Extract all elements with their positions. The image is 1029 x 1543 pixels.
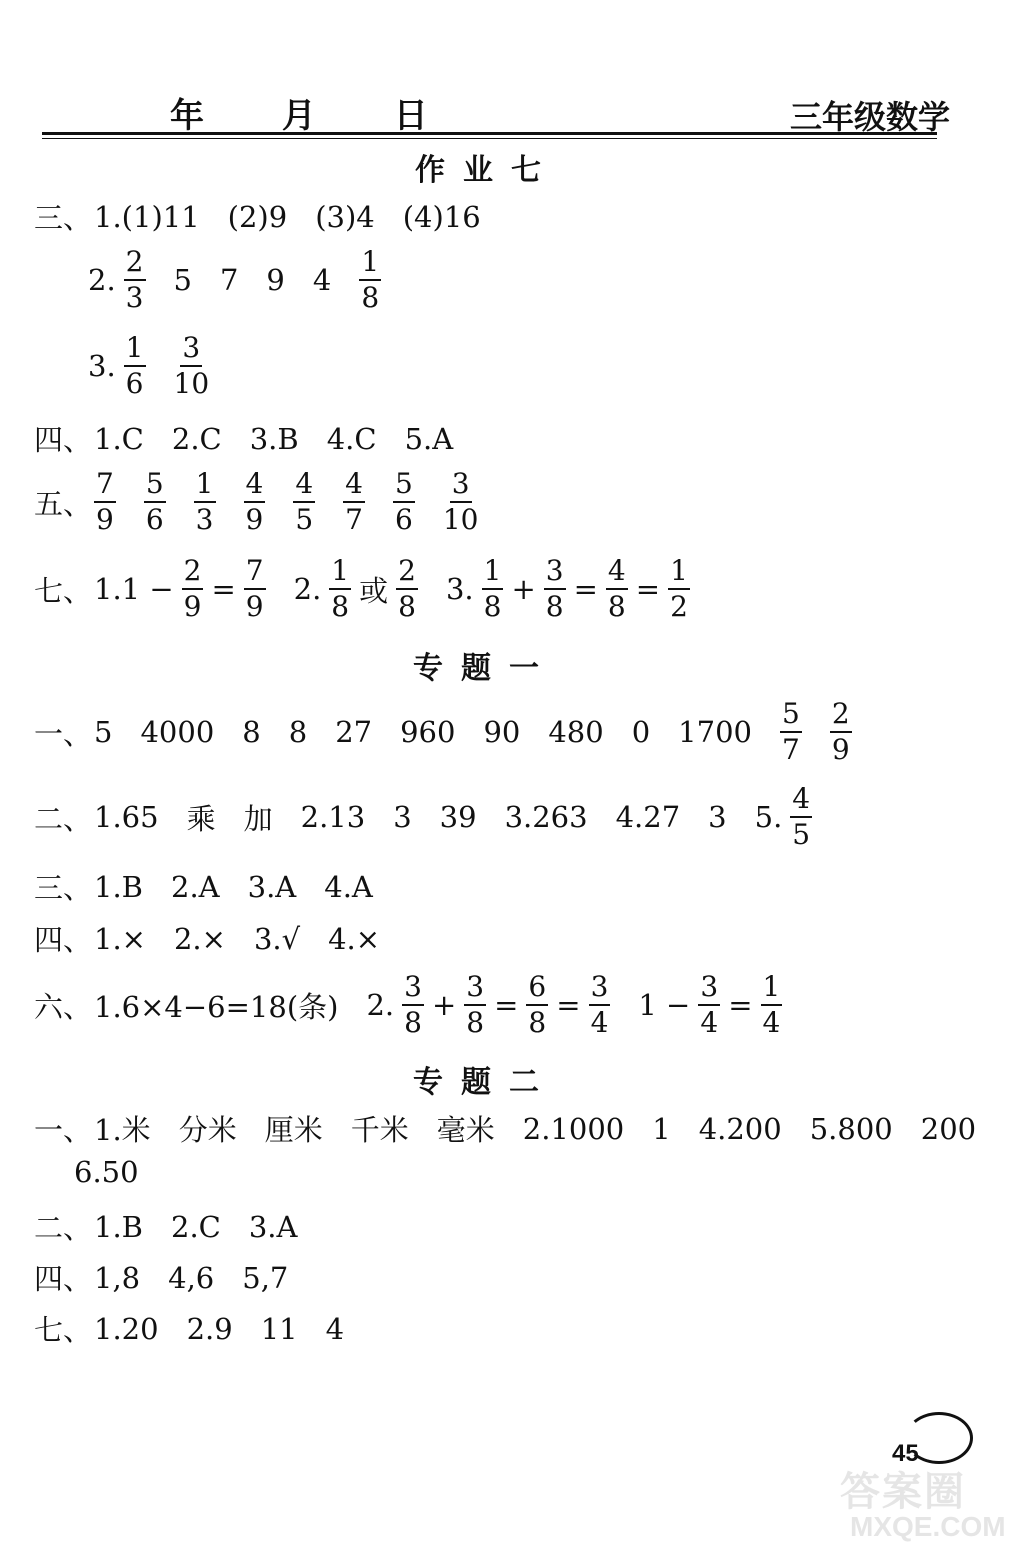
question-label: 二、 bbox=[34, 801, 93, 836]
question-label: 六、 bbox=[34, 989, 93, 1024]
fraction: $\frac{1}{8}$ bbox=[331, 554, 350, 623]
answer-item: 厘米 bbox=[264, 1113, 323, 1147]
answer-line bbox=[34, 1206, 325, 1247]
header-rule-thin bbox=[42, 138, 937, 139]
watermark-url: MXQE.COM bbox=[850, 1511, 1006, 1542]
answer-item: 4 bbox=[312, 263, 332, 297]
question-label: 五、 bbox=[34, 486, 93, 521]
site-watermark bbox=[840, 1460, 1020, 1542]
fraction: $\frac{5}{7}$ bbox=[781, 697, 800, 766]
answer-item: 2.× bbox=[173, 921, 226, 956]
plus-sign: + bbox=[431, 988, 457, 1022]
question-label: 一、 bbox=[34, 716, 93, 751]
answer-item: 8 bbox=[242, 715, 261, 749]
answer-line bbox=[88, 245, 409, 314]
fraction: $\frac{4}{5}$ bbox=[295, 467, 314, 536]
answer-item: 2.C bbox=[171, 1209, 221, 1244]
answer-line bbox=[34, 196, 509, 237]
answer-item: 1.B bbox=[94, 869, 143, 904]
answer-item: 960 bbox=[400, 715, 456, 749]
answer-item: 1.× bbox=[94, 921, 146, 956]
fraction: $\frac{4}{9}$ bbox=[245, 467, 264, 536]
question-label: 三、 bbox=[34, 201, 93, 235]
answer-item: (2)9 bbox=[227, 199, 288, 234]
answer-line bbox=[34, 554, 718, 623]
fraction: $\frac{3}{10}$ bbox=[442, 467, 479, 536]
date-month: 月 bbox=[281, 96, 318, 136]
fraction: $\frac{3}{8}$ bbox=[466, 970, 485, 1039]
answer-line bbox=[34, 697, 880, 766]
answer-item: 1.B bbox=[94, 1209, 143, 1244]
page-number: 45 bbox=[892, 1440, 919, 1467]
answer-line bbox=[34, 1257, 316, 1298]
answer-item: 3.263 bbox=[504, 800, 588, 834]
fraction: $\frac{6}{8}$ bbox=[528, 970, 547, 1039]
fraction: $\frac{1}{4}$ bbox=[762, 970, 781, 1039]
answer-item: 3.A bbox=[247, 869, 297, 904]
answer-item: 8 bbox=[288, 715, 308, 749]
answer-line bbox=[88, 331, 237, 400]
plus-sign: + bbox=[511, 572, 536, 606]
fraction: $\frac{5}{6}$ bbox=[145, 467, 164, 536]
answer-item: 200 bbox=[920, 1111, 977, 1146]
answer-line bbox=[34, 467, 506, 536]
equals-sign: = bbox=[556, 988, 581, 1022]
answer-line bbox=[34, 1108, 1004, 1149]
answer-prefix: 5. bbox=[754, 800, 783, 834]
fraction: $\frac{2}{9}$ bbox=[183, 554, 202, 623]
answer-prefix: 2. bbox=[88, 263, 116, 297]
answer-item: 2.1000 bbox=[522, 1111, 625, 1146]
answer-item: 加 bbox=[243, 801, 273, 836]
answer-line bbox=[34, 970, 810, 1039]
answer-item: 2.9 bbox=[186, 1311, 233, 1346]
answer-item: 4.C bbox=[326, 421, 377, 456]
answer-line bbox=[34, 866, 401, 907]
answer-prefix: 2. bbox=[293, 572, 322, 606]
fraction: $\frac{1}{8}$ bbox=[361, 245, 380, 314]
answer-item: 90 bbox=[483, 715, 521, 749]
header-rule bbox=[42, 132, 937, 135]
answer-item: 480 bbox=[548, 715, 604, 749]
answer-item: 1.20 bbox=[94, 1311, 159, 1346]
section-title-topic-2: 专题二 bbox=[413, 1065, 557, 1100]
fraction: $\frac{7}{9}$ bbox=[245, 554, 264, 623]
answer-item: 5.A bbox=[404, 421, 454, 456]
answer-item: 4 bbox=[325, 1311, 345, 1346]
fraction: $\frac{5}{6}$ bbox=[394, 467, 413, 536]
answer-item: 39 bbox=[439, 800, 477, 834]
answer-item: 5 bbox=[173, 263, 192, 297]
or-word: 或 bbox=[359, 573, 389, 608]
fraction: $\frac{1}{6}$ bbox=[125, 331, 144, 400]
answer-item: 5,7 bbox=[242, 1260, 289, 1295]
equals-sign: = bbox=[573, 572, 598, 606]
fraction: $\frac{7}{9}$ bbox=[96, 467, 114, 536]
equals-sign: = bbox=[728, 988, 753, 1022]
subject-title: 三年级数学 bbox=[790, 98, 951, 136]
fraction: $\frac{4}{7}$ bbox=[345, 467, 363, 536]
fraction: $\frac{1}{3}$ bbox=[195, 467, 214, 536]
fraction: $\frac{3}{4}$ bbox=[700, 970, 719, 1039]
date-year: 年 bbox=[170, 96, 206, 136]
question-label: 四、 bbox=[34, 423, 93, 457]
answer-item: 3.A bbox=[248, 1209, 298, 1244]
fraction: $\frac{2}{9}$ bbox=[831, 697, 850, 766]
equals-sign: = bbox=[211, 572, 236, 606]
answer-item: 5.800 bbox=[809, 1111, 893, 1146]
answer-item: 0 bbox=[631, 715, 651, 749]
answer-item: 11 bbox=[260, 1311, 298, 1346]
answer-line bbox=[34, 418, 481, 459]
answer-item: 3 bbox=[393, 800, 412, 834]
question-label: 四、 bbox=[34, 923, 93, 957]
answer-item: 3.√ bbox=[253, 921, 301, 956]
answer-line bbox=[34, 1308, 372, 1349]
fraction: $\frac{1}{2}$ bbox=[670, 554, 688, 623]
answer-item: 6.50 bbox=[74, 1155, 139, 1189]
fraction: $\frac{3}{8}$ bbox=[545, 554, 564, 623]
answer-item: 毫米 bbox=[436, 1113, 495, 1147]
date-day: 日 bbox=[393, 96, 430, 136]
question-label: 二、 bbox=[34, 1211, 93, 1245]
answer-prefix: 3. bbox=[445, 572, 474, 606]
watermark-logo-text: 答案圈 bbox=[840, 1470, 966, 1514]
answer-item: 1.米 bbox=[94, 1113, 151, 1147]
answer-item: 1.C bbox=[94, 421, 144, 456]
answer-item: 1 bbox=[652, 1111, 671, 1146]
answer-item: 4.× bbox=[328, 921, 381, 956]
answer-item: 4.27 bbox=[615, 800, 681, 834]
answer-item: 乘 bbox=[186, 801, 216, 836]
fraction: $\frac{2}{3}$ bbox=[125, 245, 144, 314]
equals-sign: = bbox=[635, 572, 661, 606]
answer-item: 1700 bbox=[678, 715, 752, 749]
answer-item: 9 bbox=[266, 263, 285, 297]
answer-item: 4.A bbox=[324, 869, 373, 904]
answer-line bbox=[34, 782, 840, 851]
question-label: 七、 bbox=[34, 1313, 93, 1347]
answer-item: 1.6×4−6=18(条) bbox=[94, 989, 339, 1024]
answer-item: 3.B bbox=[249, 421, 299, 456]
answer-item: (3)4 bbox=[315, 199, 375, 234]
date-header bbox=[170, 88, 430, 137]
fraction: $\frac{1}{8}$ bbox=[483, 554, 502, 623]
question-label: 一、 bbox=[34, 1113, 93, 1147]
fraction: $\frac{4}{5}$ bbox=[792, 782, 811, 851]
question-label: 三、 bbox=[34, 871, 93, 905]
question-label: 七、 bbox=[34, 573, 93, 608]
fraction: $\frac{3}{10}$ bbox=[173, 331, 210, 400]
answer-line bbox=[74, 1155, 167, 1189]
answer-item: (4)16 bbox=[402, 199, 481, 234]
section-title-homework-7: 作业七 bbox=[415, 153, 559, 188]
answer-item: 3 bbox=[708, 800, 727, 834]
answer-prefix: 1 − bbox=[638, 988, 691, 1022]
section-title-topic-1: 专题一 bbox=[413, 651, 557, 686]
answer-prefix: 2. bbox=[366, 988, 395, 1022]
answer-item: 5 bbox=[94, 715, 113, 749]
answer-prefix: 1.1 − bbox=[94, 572, 174, 606]
answer-item: 1.(1)11 bbox=[94, 199, 200, 234]
fraction: $\frac{2}{8}$ bbox=[398, 554, 416, 623]
answer-item: 千米 bbox=[350, 1113, 409, 1147]
question-label: 四、 bbox=[34, 1262, 93, 1296]
answer-item: 1,8 bbox=[94, 1260, 141, 1295]
answer-item: 分米 bbox=[178, 1113, 237, 1147]
answer-item: 4,6 bbox=[168, 1260, 215, 1295]
answer-item: 4000 bbox=[140, 715, 215, 749]
answer-prefix: 3. bbox=[88, 349, 116, 383]
answer-item: 2.A bbox=[171, 869, 220, 904]
fraction: $\frac{3}{4}$ bbox=[590, 970, 609, 1039]
answer-item: 2.C bbox=[171, 421, 222, 456]
fraction: $\frac{4}{8}$ bbox=[607, 554, 626, 623]
answer-item: 4.200 bbox=[698, 1111, 782, 1146]
answer-item: 7 bbox=[219, 263, 239, 297]
answer-item: 27 bbox=[335, 715, 373, 749]
answer-item: 2.13 bbox=[300, 800, 366, 834]
answer-line bbox=[34, 918, 408, 959]
fraction: $\frac{3}{8}$ bbox=[404, 970, 422, 1039]
equals-sign: = bbox=[494, 988, 519, 1022]
answer-item: 1.65 bbox=[94, 800, 159, 834]
